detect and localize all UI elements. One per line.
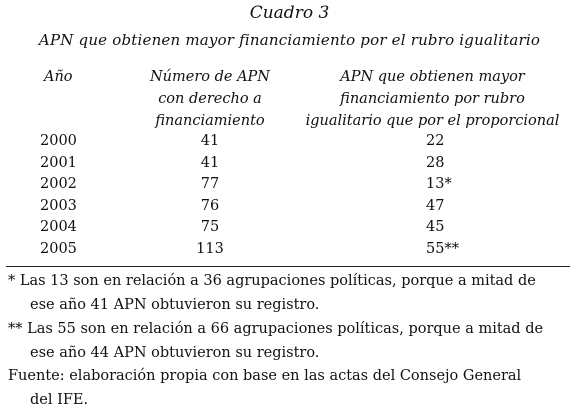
cell-num: 41 [200,133,220,149]
cell-year: 2004 [40,219,77,235]
header-num-line2: con derecho a [158,91,262,107]
footnote-two-line1: ** Las 55 son en relación a 66 agrupaciones políticas, porque a mitad de [8,321,544,337]
header-apn-line2: financiamiento por rubro [340,91,525,107]
header-apn-line1: APN que obtienen mayor [340,69,525,85]
header-num-line3: financiamiento [155,113,265,129]
source-note-line2: del IFE. [30,392,89,408]
cell-year: 2000 [40,133,77,149]
cell-apn: 13* [426,176,452,192]
table-body [0,133,579,262]
cell-apn: 47 [426,197,445,214]
cell-apn: 55** [426,240,459,257]
table-title: Cuadro 3 [249,3,330,23]
header-num-line1: Número de APN [149,69,270,85]
cell-year: 2001 [40,154,77,171]
header-year: Año [44,69,73,85]
footnote-one [8,269,569,317]
header-apn-line3: igualitario que por el proporcional [305,113,560,129]
footnote-one-line2: ese año 41 APN obtuvieron su registro. [30,297,320,313]
source-note [8,364,569,412]
table-divider [6,266,570,267]
cell-num: 113 [196,240,224,257]
table-subtitle: APN que obtienen mayor financiamiento por el rubro igualitario [38,31,541,49]
table-row [0,198,579,220]
footnote-one-line1: * Las 13 son en relación a 36 agrupaciones políticas, porque a mitad de [8,273,536,289]
cell-apn: 45 [426,219,445,235]
table-row [0,241,579,263]
cell-year: 2002 [40,176,77,192]
cell-num: 76 [200,197,220,214]
cell-num: 75 [200,219,220,235]
table-row [0,155,579,177]
footnote-two [8,317,569,365]
cell-year: 2005 [40,240,77,257]
cell-apn: 22 [426,133,445,149]
table-row [0,176,579,198]
source-note-line1: Fuente: elaboración propia con base en las actas del Consejo General [8,368,522,384]
header-apn-mayor [300,66,565,132]
footnote-two-line2: ese año 44 APN obtuvieron su registro. [30,345,320,361]
table-row [0,219,579,241]
cell-year: 2003 [40,197,77,214]
cell-num: 77 [200,176,220,192]
cell-num: 41 [200,154,220,171]
cell-apn: 28 [426,154,445,171]
table-row [0,133,579,155]
header-num-apn [125,66,295,132]
